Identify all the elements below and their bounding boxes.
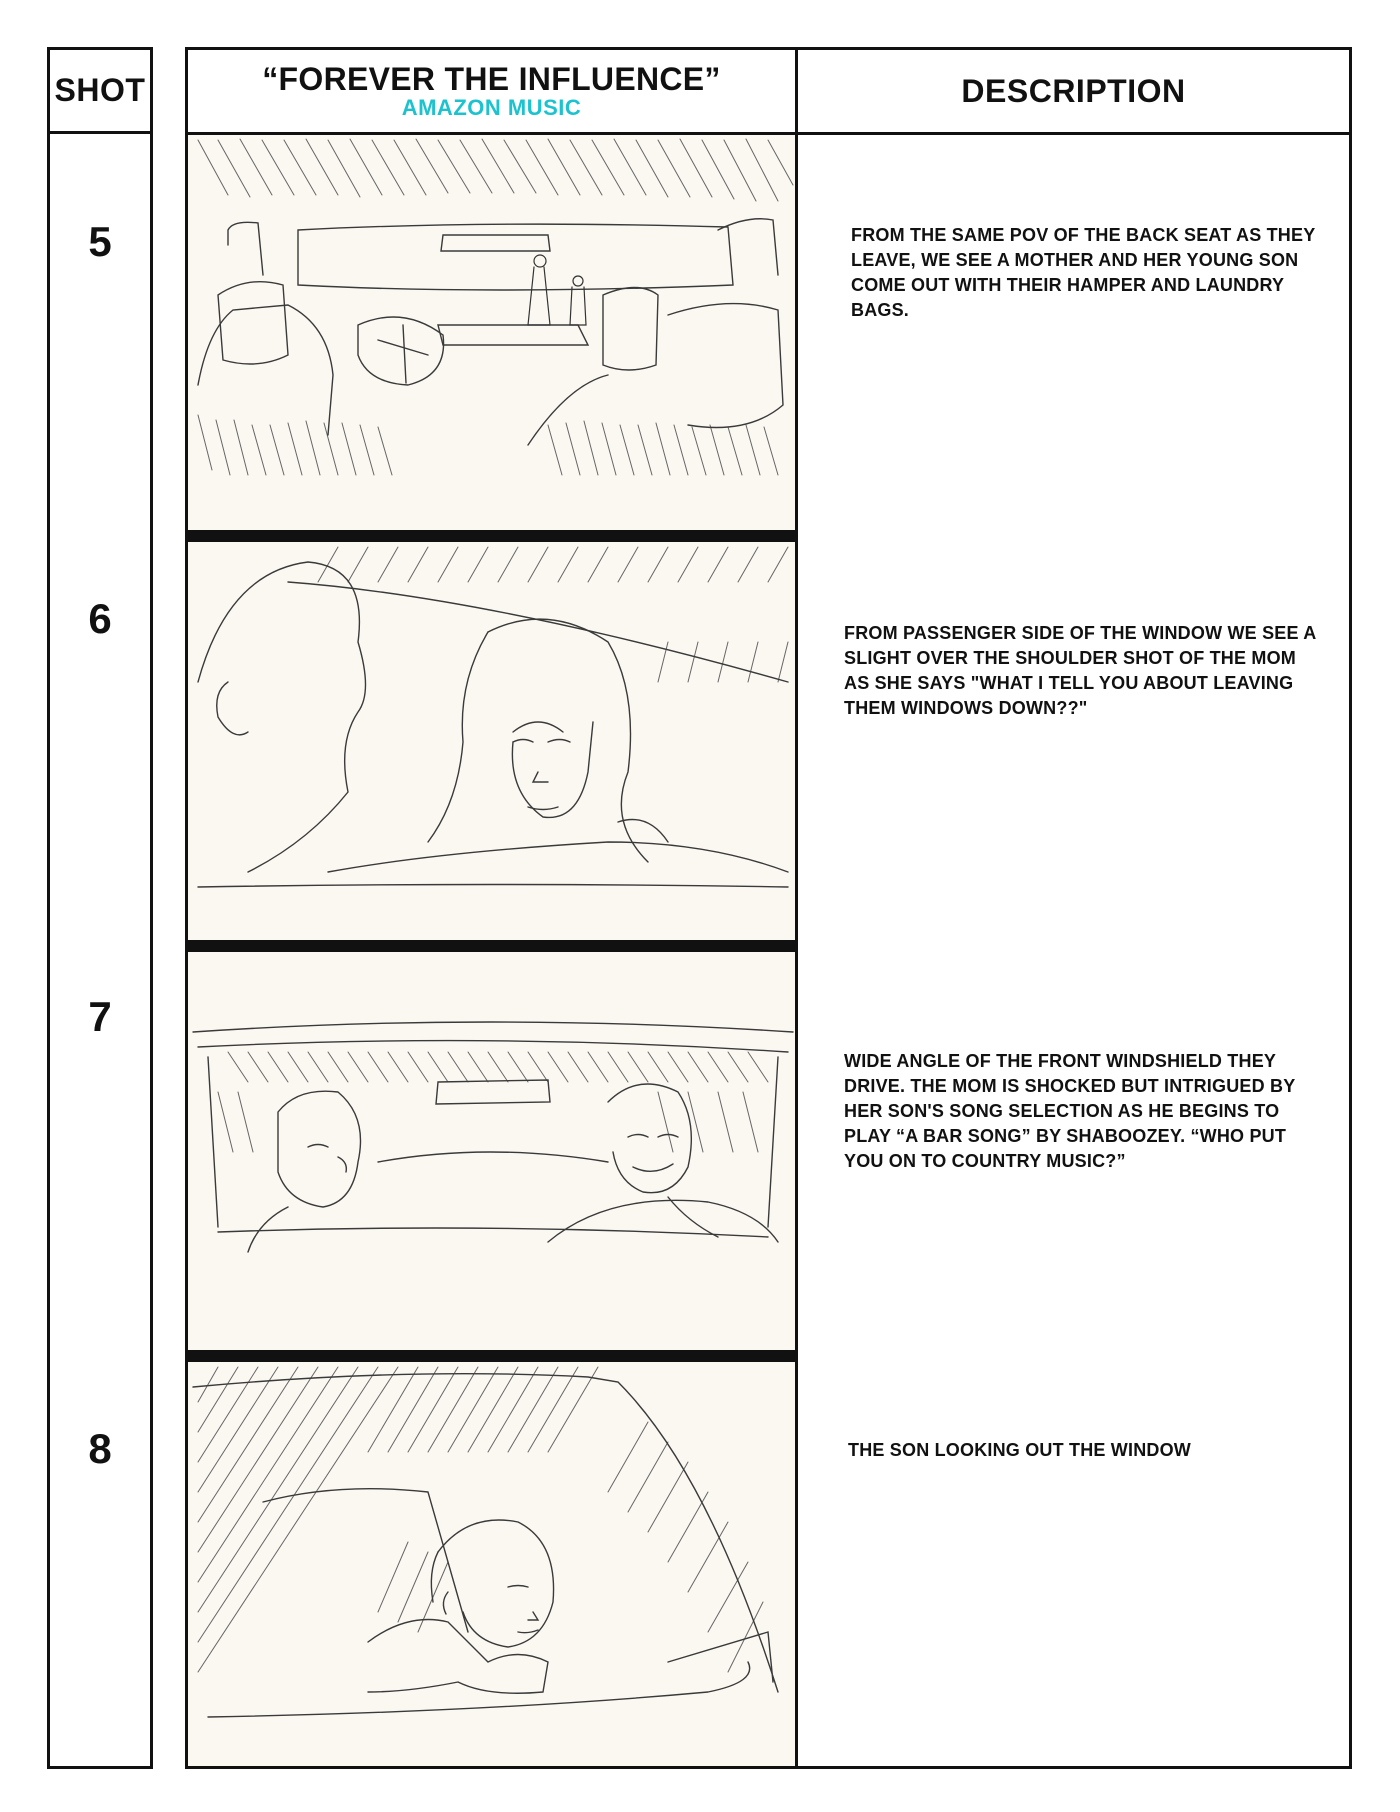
shot-5-description: FROM THE SAME POV OF THE BACK SEAT AS THEY LEAVE, WE SEE A MOTHER AND HER YOUNG SON COME OUT WITH THEIR HAMPER AND LAUNDRY BAGS. [851,225,1316,320]
sketch-frame-7 [188,952,795,1350]
storyboard-table [185,47,1352,1769]
sketch-frame-6 [188,542,795,940]
sketch-over-shoulder-mom [188,542,795,940]
shot-number-5: 5 [88,218,112,265]
shot-8-description: THE SON LOOKING OUT THE WINDOW [848,1440,1191,1460]
storyboard-subtitle: AMAZON MUSIC [401,95,582,120]
shot-6-description: FROM PASSENGER SIDE OF THE WINDOW WE SEE A SLIGHT OVER THE SHOULDER SHOT OF THE MOM AS SHE SAYS "WHAT I TELL YOU ABOUT LEAVING THEM WINDOWS DOWN??" [844,623,1316,718]
title-cell [188,50,795,132]
sketch-frame-8 [188,1362,795,1766]
column-divider [795,50,798,1766]
sketch-frame-5 [188,135,795,530]
shot-7-description: WIDE ANGLE OF THE FRONT WINDSHIELD THEY DRIVE. THE MOM IS SHOCKED BUT INTRIGUED BY HER SON'S SONG SELECTION AS HE BEGINS TO PLAY “A BAR SONG” BY SHABOOZEY. “WHO PUT YOU ON TO COUNTRY MUSIC?” [844,1051,1296,1171]
shot-column-header: SHOT [50,50,150,134]
shot-number-6: 6 [88,595,112,642]
frame-separator [188,940,795,952]
frame-separator [188,1350,795,1362]
shot-column [47,47,153,1769]
shot-number-7: 7 [88,993,112,1040]
description-header: DESCRIPTION [961,72,1186,109]
sketch-son-window [188,1362,795,1766]
shot-number-8: 8 [88,1425,112,1472]
sketch-back-seat-pov [188,135,795,530]
sketch-windshield-wide [188,952,795,1350]
storyboard-title: “FOREVER THE INFLUENCE” [262,61,721,97]
frame-separator [188,530,795,542]
